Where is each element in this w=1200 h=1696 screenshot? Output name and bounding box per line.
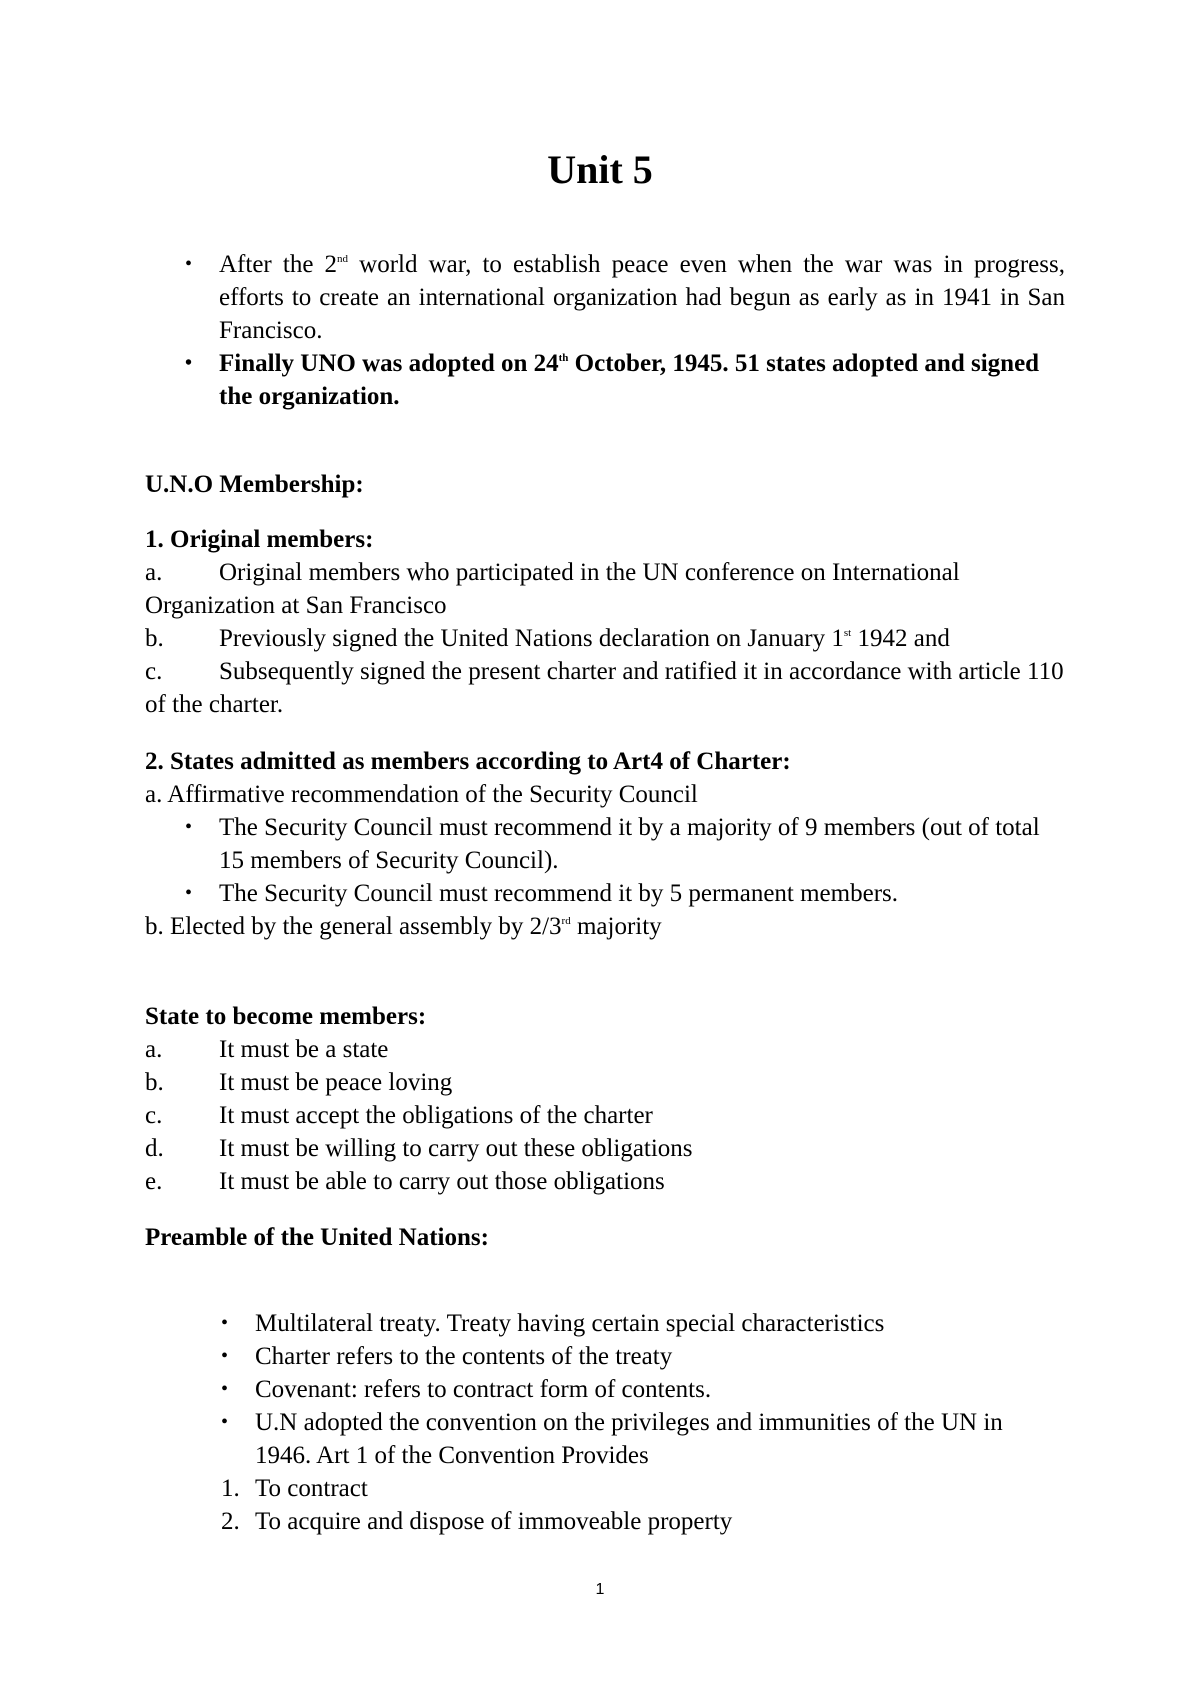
preamble-numbered-item: 2. To acquire and dispose of immoveable property bbox=[221, 1508, 733, 1535]
original-item-a: a. Original members who participated in the UN conference on International Organization at San Francisco bbox=[145, 559, 960, 619]
page-number: 1 bbox=[595, 1581, 605, 1598]
original-members-section bbox=[145, 523, 1065, 721]
preamble-heading: Preamble of the United Nations: bbox=[145, 1224, 489, 1251]
intro-bullet-1: • After the 2nd world war, to establish peace even when the war was in progress, efforts to create an international organization had begun as early as in 1941 in San Francisco. bbox=[219, 248, 1065, 347]
condition-item: a. It must be a state bbox=[145, 1036, 389, 1063]
admitted-bullet-1: • The Security Council must recommend it by a majority of 9 members (out of total 15 members of Security Council). bbox=[219, 811, 1065, 877]
preamble-bullet: • U.N adopted the convention on the privileges and immunities of the UN in 1946. Art 1 of the Convention Provides bbox=[255, 1406, 1065, 1472]
condition-item: d. It must be willing to carry out these obligations bbox=[145, 1135, 693, 1162]
preamble-bullet: • Charter refers to the contents of the treaty bbox=[255, 1340, 1065, 1373]
preamble-bullet: • Multilateral treaty. Treaty having certain special characteristics bbox=[255, 1307, 1065, 1340]
condition-item: c. It must accept the obligations of the charter bbox=[145, 1102, 653, 1129]
original-item-c: c. Subsequently signed the present charter and ratified it in accordance with article 110 of the charter. bbox=[145, 658, 1064, 718]
admitted-bullet-2: • The Security Council must recommend it by 5 permanent members. bbox=[219, 877, 1065, 910]
original-members-heading: 1. Original members: bbox=[145, 526, 374, 553]
condition-item: e. It must be able to carry out those obligations bbox=[145, 1168, 665, 1195]
preamble-section bbox=[221, 1307, 1065, 1538]
admitted-heading: 2. States admitted as members according to Art4 of Charter: bbox=[145, 748, 791, 775]
page-title: Unit 5 bbox=[547, 147, 653, 192]
membership-heading: U.N.O Membership: bbox=[145, 471, 364, 498]
preamble-numbered-item: 1. To contract bbox=[221, 1475, 368, 1502]
intro-bullet-2: • Finally UNO was adopted on 24th October, 1945. 51 states adopted and signed the organization. bbox=[219, 347, 1065, 413]
admitted-item-a: a. Affirmative recommendation of the Security Council bbox=[145, 781, 698, 808]
preamble-bullet: • Covenant: refers to contract form of contents. bbox=[255, 1373, 1065, 1406]
condition-item: b. It must be peace loving bbox=[145, 1069, 453, 1096]
conditions-heading: State to become members: bbox=[145, 1003, 427, 1030]
original-item-b: b. Previously signed the United Nations declaration on January 1st 1942 and bbox=[145, 625, 950, 652]
admitted-members-section bbox=[145, 745, 1065, 943]
conditions-section bbox=[145, 1000, 1065, 1198]
intro-section bbox=[219, 248, 1065, 413]
admitted-item-b: b. Elected by the general assembly by 2/3rd majority bbox=[145, 913, 662, 940]
